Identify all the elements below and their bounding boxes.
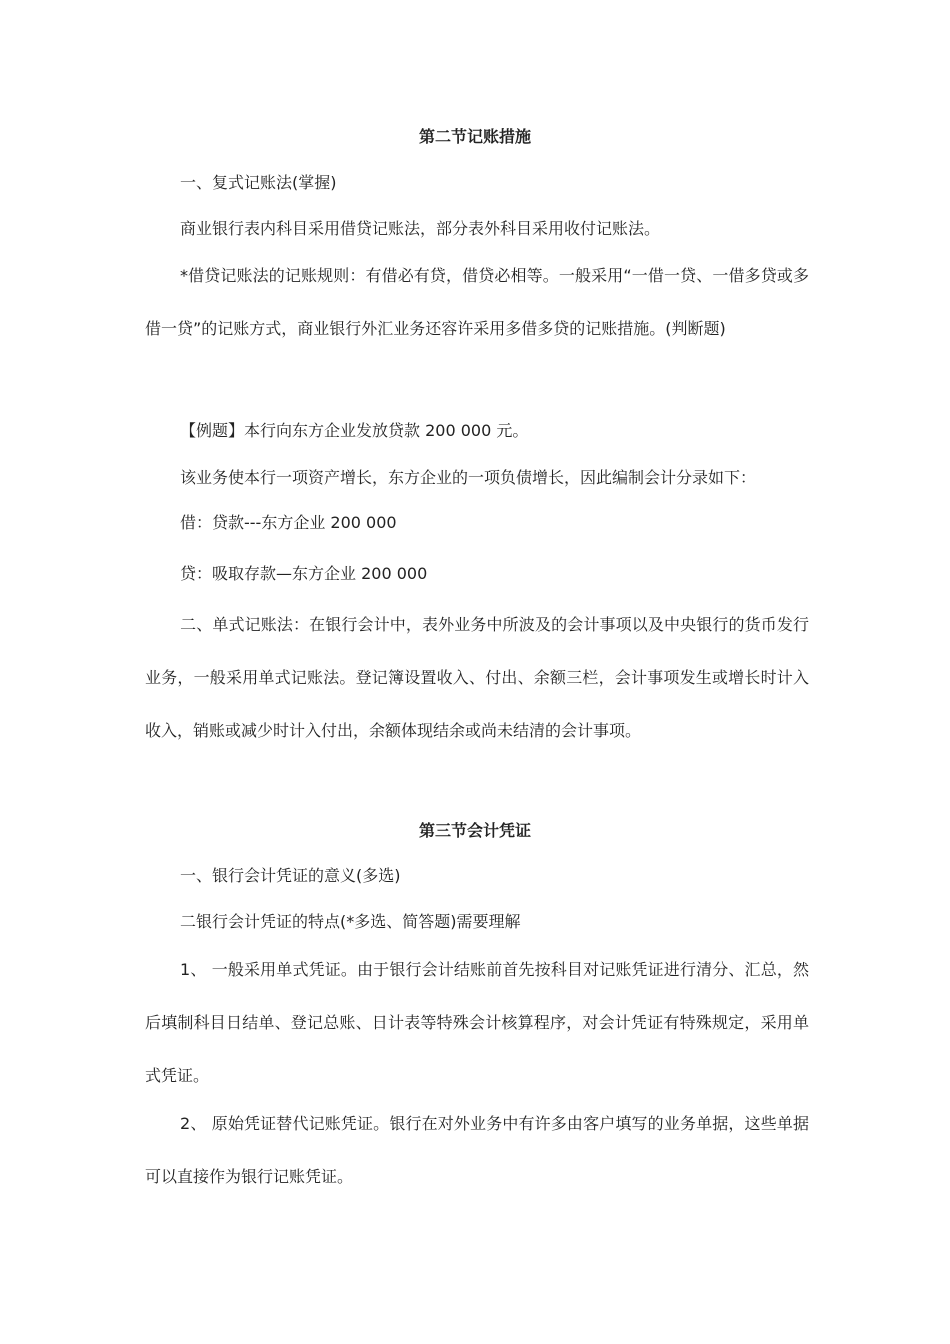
section2-title: 第二节记账措施 — [418, 127, 531, 146]
paragraph-text: 二、单式记账法：在银行会计中，表外业务中所波及的会计事项以及中央银行的货币发行业务，一般采用单式记账法。登记簿设置收入、付出、余额三栏，会计事项发生或增长时计入收入，销账或减少时计入付出，余额体现结余或尚未结清的会计事项。 — [145, 615, 809, 740]
paragraph-text: 商业银行表内科目采用借贷记账法，部分表外科目采用收付记账法。 — [180, 219, 661, 238]
section2-paragraph — [145, 467, 809, 489]
paragraph-text: 【例题】本行向东方企业发放贷款 200 000 元。 — [180, 421, 529, 440]
paragraph-text: *借贷记账法的记账规则：有借必有贷，借贷必相等。一般采用“一借一贷、一借多贷或多借一贷”的记账方式，商业银行外汇业务还容许采用多借多贷的记账措施。(判断题) — [145, 266, 809, 338]
section3-paragraph — [145, 865, 809, 887]
section2-paragraph — [145, 249, 809, 355]
paragraph-text: 二银行会计凭证的特点(*多选、简答题)需要理解 — [180, 912, 521, 931]
paragraph-text: 该业务使本行一项资产增长，东方企业的一项负债增长，因此编制会计分录如下： — [180, 468, 757, 487]
section3-paragraph — [145, 943, 809, 1102]
section2-paragraph — [145, 218, 809, 240]
paragraph-text: 贷：吸取存款—东方企业 200 000 — [180, 564, 428, 583]
example-paragraph — [145, 420, 809, 442]
paragraph-text: 一、银行会计凭证的意义(多选) — [180, 866, 401, 885]
journal-entry-credit — [145, 563, 809, 585]
section2-paragraph — [145, 598, 809, 757]
paragraph-text: 2、 原始凭证替代记账凭证。银行在对外业务中有许多由客户填写的业务单据，这些单据可以直接作为银行记账凭证。 — [145, 1114, 809, 1186]
paragraph-text: 1、 一般采用单式凭证。由于银行会计结账前首先按科目对记账凭证进行清分、汇总，然后填制科目日结单、登记总账、日计表等特殊会计核算程序，对会计凭证有特殊规定，采用单式凭证。 — [145, 960, 809, 1085]
paragraph-text: 一、复式记账法(掌握) — [180, 173, 337, 192]
section3-title: 第三节会计凭证 — [418, 821, 531, 840]
section3-paragraph — [145, 911, 809, 933]
section2-paragraph — [145, 172, 809, 194]
journal-entry-debit — [145, 512, 809, 534]
section3-paragraph — [145, 1097, 809, 1203]
paragraph-text: 借：贷款---东方企业 200 000 — [180, 513, 397, 532]
